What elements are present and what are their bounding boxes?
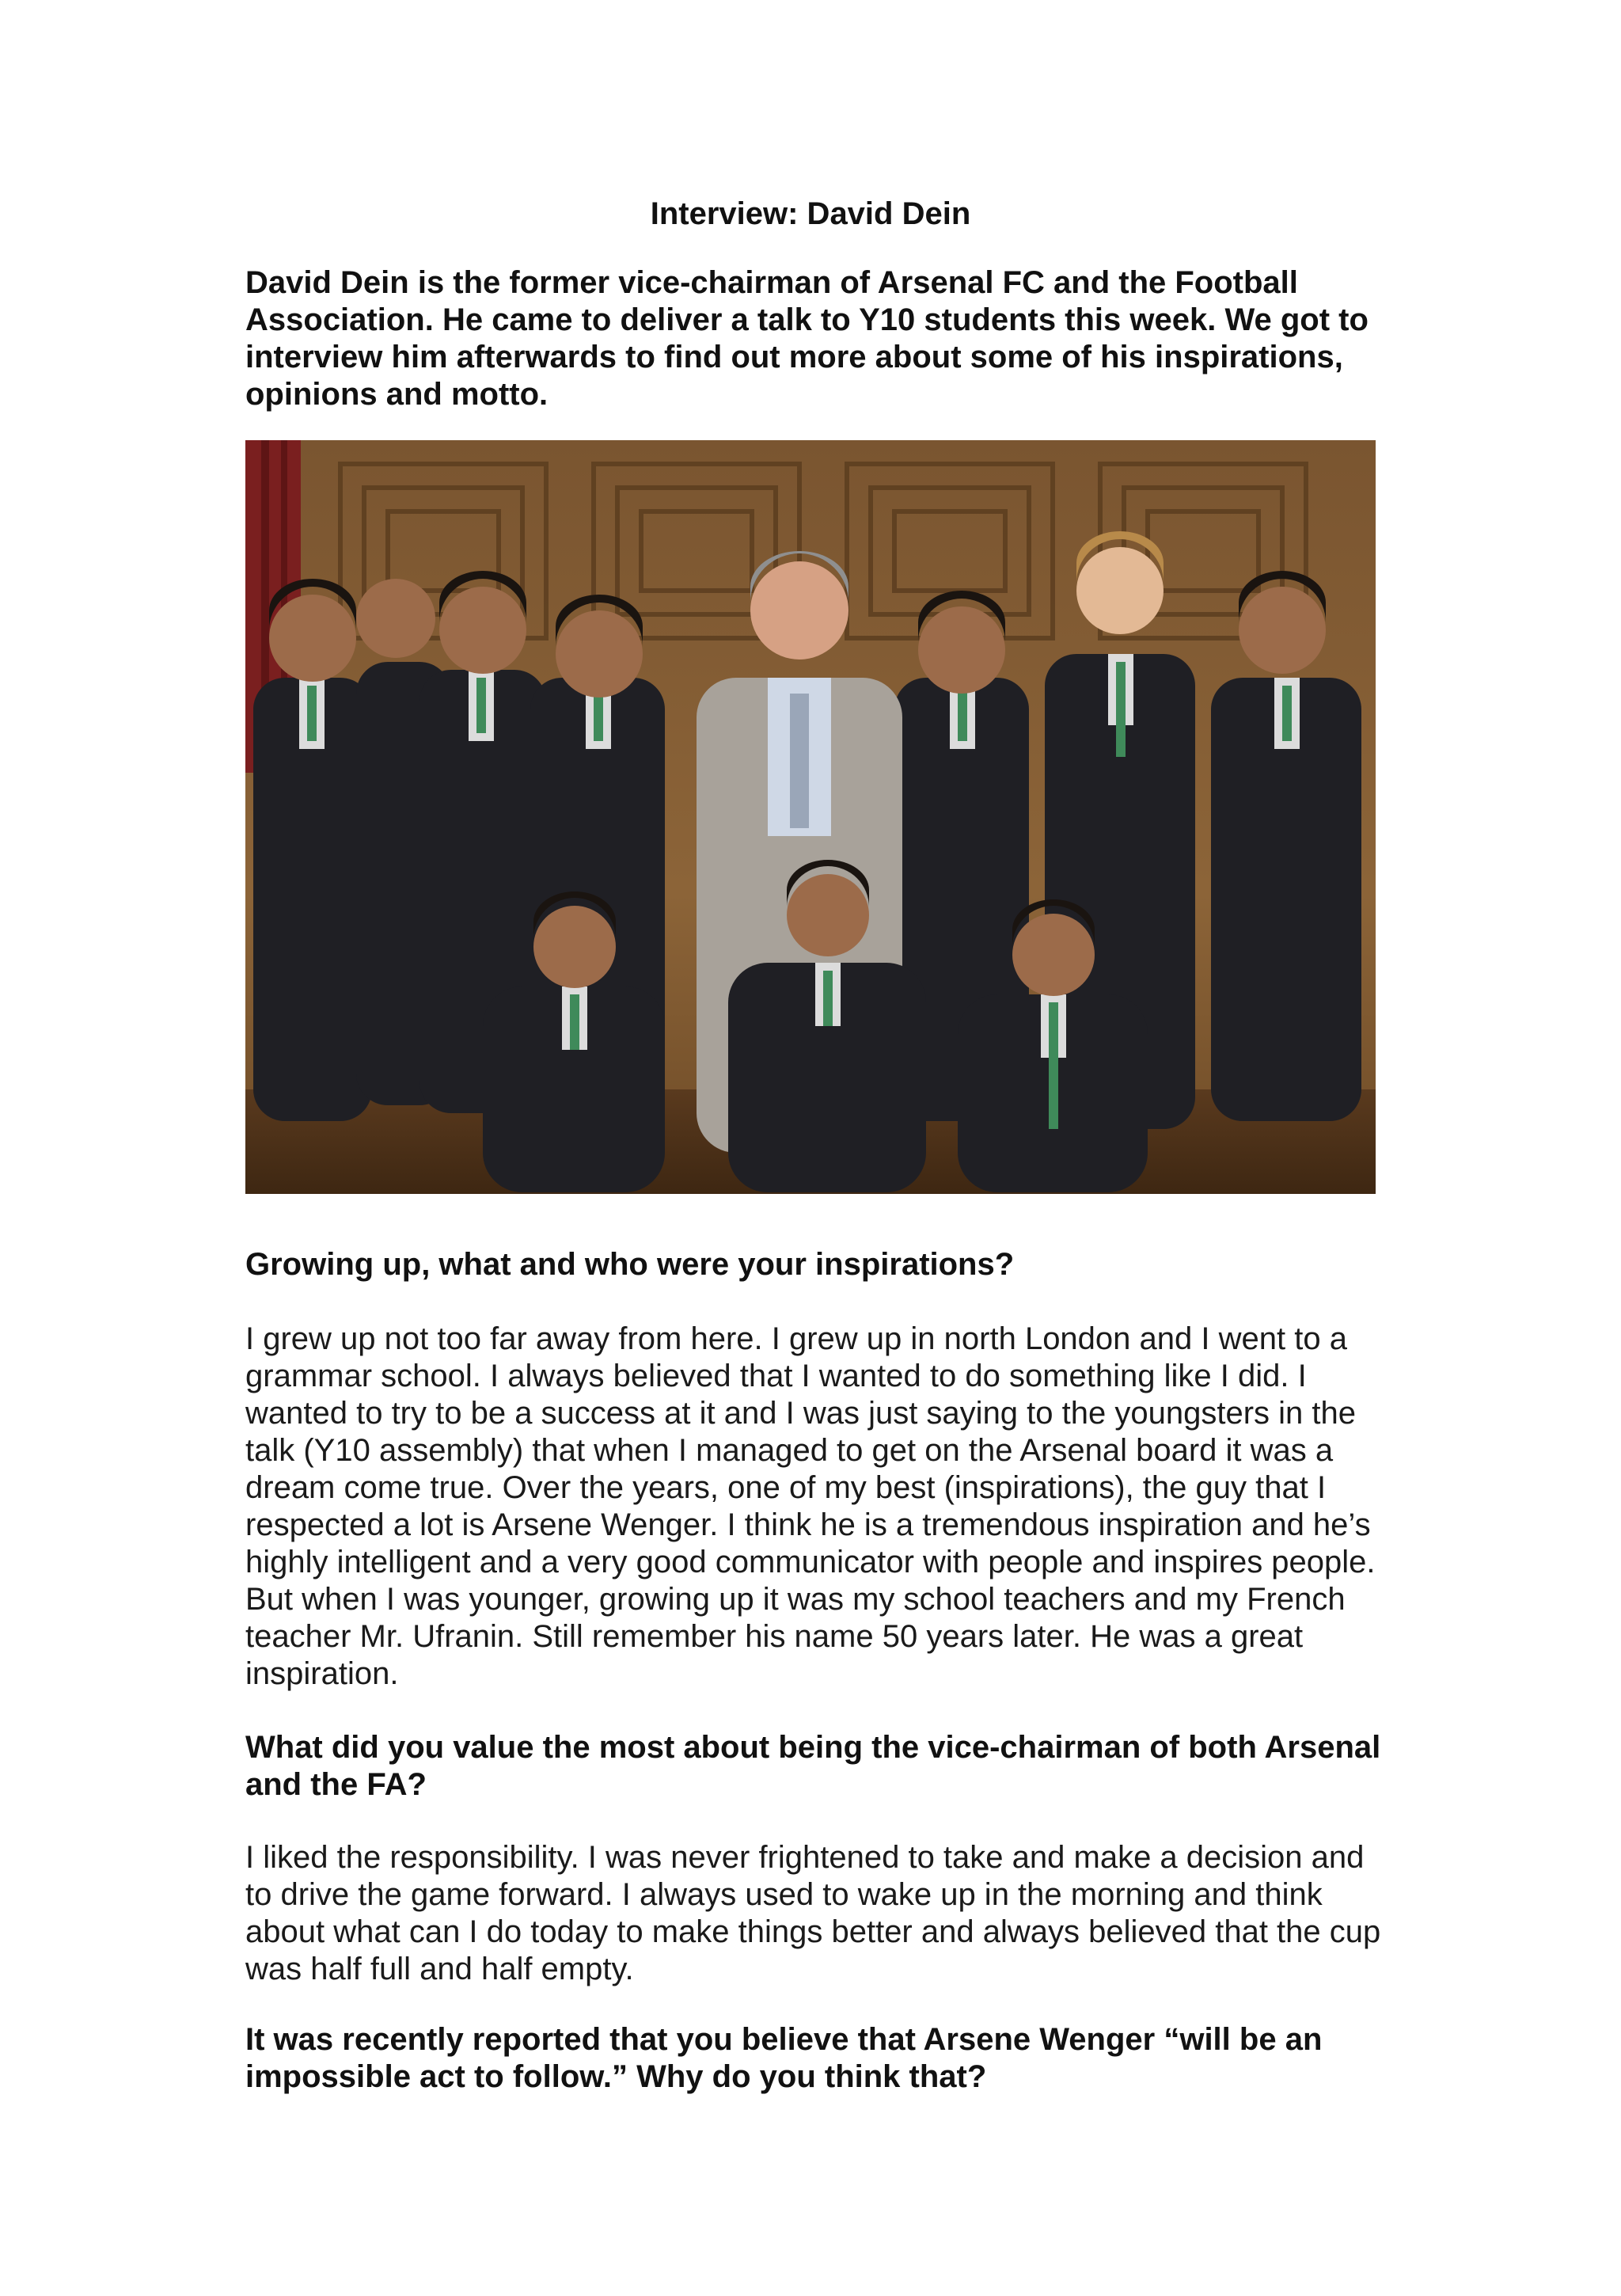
group-photo-illustration	[245, 440, 1376, 1194]
answer-1: I grew up not too far away from here. I grew up in north London and I went to a grammar school. I always believed that I wanted to do something like I did. I wanted to try to be a success at it and I was just saying to the youngsters in the talk (Y10 assembly) that when I managed to get on the Arsenal board it was a dream come true. Over the years, one of my best (inspirations), the guy that I respected a lot is Arsene Wenger. I think he is a tremendous inspiration and he’s highly intelligent and a very good communicator with people and inspires people. But when I was younger, growing up it was my school teachers and my French teacher Mr. Ufranin. Still remember his name 50 years later. He was a great inspiration.	[245, 1321, 1376, 1691]
question-2: What did you value the most about being the vice-chairman of both Arsenal and the FA?	[245, 1730, 1381, 1802]
question-1: Growing up, what and who were your inspirations?	[245, 1247, 1015, 1282]
answer-2: I liked the responsibility. I was never frightened to take and make a decision and to drive the game forward. I always used to wake up in the morning and think about what can I do today to make things better and always believed that the cup was half full and half empty.	[245, 1840, 1381, 1986]
page-title: Interview: David Dein	[650, 196, 971, 231]
question-3: It was recently reported that you believe that Arsene Wenger “will be an impossible act to follow.” Why do you think that?	[245, 2022, 1323, 2094]
intro-paragraph: David Dein is the former vice-chairman of Arsenal FC and the Football Association. He came to deliver a talk to Y10 students this week. We got to interview him afterwards to find out more about some of his inspirations, opinions and motto.	[245, 265, 1369, 412]
group-photo	[245, 440, 1376, 1194]
